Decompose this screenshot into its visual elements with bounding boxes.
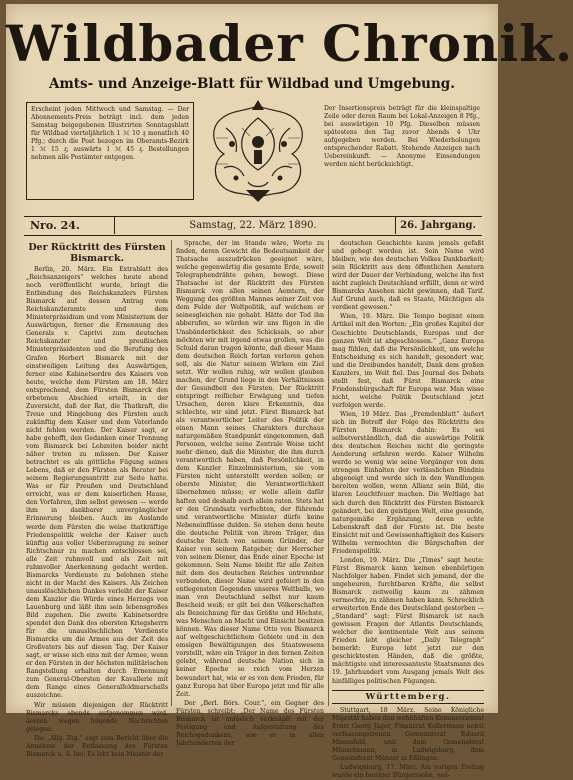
subscription-info: Erscheint jeden Mittwoch und Samstag. — Der Abonnements-Preis beträgt incl. dem jeden Samstag beigegebenen Illustrirten Sonntagsblatt für Wildbad vierteljährlich 1 ℳ 10 ₰ monatlich 40 Pfg.; durch die Post bezogen im Oberamts-Bezirk 1 ℳ 15 ₰; auswärts 1 ℳ 45 ₰. Bestellungen nehmen alle Postämter entgegen. [26,102,194,200]
article-paragraph: Berlin, 20. März. Ein Extrablatt des „Reichsanzeigers“ welches heute abend noch veröffentlicht wurde, bringt die Entbindung des Reichskanzlers Fürsten Bismarck auf dessen Antrag vom Reichskanzleramte und dem Ministerpräsidium und vom Ministerium der Auswärtigen, ferner die Ernennung des Generals v. Caprivi zum deutschen Reichskanzler und preußischen Ministerpräsidenten und die Berufung des Grafen Herbert Bismarck mit der einstweiligen Leitung des Auswärtigen, ferner eine Kabinetsordre des Kaisers von heute, welche dem Fürsten am 18. März entsprechend, dem Fürsten Bismarck den erbetenen Abschied erteilt, in der Zuversicht, daß der Rat, die Thatkraft, die Treue und Hingebung des Fürsten auch zukünftig dem Kaiser und dem Vaterlande nicht fehlen werden. Der Kaiser sagt, er habe gehofft, den Gedanken einer Trennung vom Bismarck bei Lebzeiten beider nicht näher treten zu müssen. Der Kaiser betrachtet es als göttliche Fügung seines Lebens, daß er den Fürsten als Berater bei seinem Regierungsantritt zur Seite hatte. Was er für Preußen und Deutschland erreicht, was er dem kaiserlichen Hause, den Vorfahren, ihm selbst gewesen — werde ihm in dankbarer unvergänglicher Erinnerung bleiben. Auch im Auslande werde dem Fürsten die weise thatkräftige Friedenspolitik welche der Kaiser auch künftig aus voller Ueberzeugung zu seiner Richtschnur zu machen entschlossen sei, alle Zeit ruhmvoll und als Zeit mit ruhmvoller Anerkennung gedacht werden. Bismarcks Verdienste zu belohnen stehe nicht in der Macht des Kaisers. Als Zeichen unauslöschlichen Dankes verleiht der Kaiser dem Kanzler die Würde eines Herzogs von Lauenburg und läßt ihm sein lebensgroßes Bild zugehen. Die zweite Kabinetsordre spendet den Dank des obersten Kriegsherrn für die unauslöschlichen Verdienste Bismarcks um die Armee aus der Zeit des Großvaters bis auf diesen Tag. Der Kaiser sagt, er wisse sich eins mit der Armee, wenn er den Fürsten in der höchsten militärischen Rangstellung erhalten durch Ernennung zum General-Obersten der Kavallerie mit dem Range eines Generalfeldmarschalls auszeichne. [26,266,168,700]
article-paragraph: Sprache, der im Stande wäre, Worte zu finden, deren Gewicht die Bedeutsamkeit der Thatsache auszudrücken geeignet wäre, welche gegenwärtig die gesamte Erde, soweit Telegraphendrähte gehen, bewegt. Diese Thatsache ist der Rücktritt des Fürsten Bismarck von allen seinen Aemtern, der Weggang des größten Mannes seiner Zeit von dem Felde der Weltpolitik, auf welchem er seinesgleichen nie gehabt. Hätte der Tod ihn abberufen, so würden wir uns fügen in die Unabänderlichkeit des Schicksals, so aber möchten wir mit irgend etwas grollen, was die Schuld daran tragen könnte, daß dieser Mann dem deutschen Reich fortan verloren gehen soll, als die Natur seinem Wirken ein Ziel setzt. Wir wollen ruhig, wir wollen glauben machen, der Grund liege in den Verhältnissen der Gesundheit des Fürsten. Der Rücktritt entspringt reiflicher Erwägung und tiefen Ursachen, deren klare Erkenntnis, das schlechte, wir sind jetzt. Fürst Bismarck hat als verantwortlicher Leiter des Politik der einen Mann seines Charakters durchaus naturgemäßen Standpunkt eingenommen, daß Personen, welche seine Zentrale Weise nicht mehr dienen, daß die Minister, die ihm durch verantwortlich haben, daß Persönlichkeit, in dem Kanzler Einzelministerium, sie vom Fürsten nicht unterstellt werden sollen; er oberste Minister, die Verantwortlichkeit übernehmen müsse; er wolle allein dafür haften und deshalb auch allein raten. Stets hat er den Grundsatz verfochten, der führende und verantwortliche Minister dürfe keine Nebeneinflüsse dulden. So stehen denn heute die deutsche Politik von ihrem Träger, das deutsche Reich von seinem Gründer, der Kaiser von seinem Ratgeber, der Herrscher von seinem Diener, das Ende einer Epoche ist gekommen. Sein Name bleibt für alle Zeiten mit dem des deutschen Reiches untrennbar verbunden, dieser Name wird gefeiert in den entlegensten Gegenden unseres Weltballs, wo man von Deutschland selbst nur kaum Bescheid weiß; er gilt bei den Völkerschaften als Bezeichnung für das Größte und Höchste, was Menschen an Macht und Einsicht besitzen können. Was dieser Name Otto von Bismarck auf weltgeschichtlichem Gebiete und in den emsigen Bewältigungen des Staatswesens vorstellt, wäre ein Träger in den fernen Zeiten gelebt, während deutsche Nation sich in keiner Epoche so reich vom Herzen bewundert hat, wie er es von dem Frieden, für ganz Europa hat über Europa jetzt und für alle Zeit. [176,240,324,698]
issue-number: Nro. 24. [30,219,80,232]
article-paragraph: Der „Berl. Börs. Cour.“, ein Gegner des Fürsten, schreibt: „Der Name des Fürsten Bismarck ist unlöslich verknüpft mit der Festigung und Aufgestaltung des Reichsgedankens, wie er in allen Jahrhunderten der [176,699,324,747]
article-paragraph: Wir müssen diejenigen der Rücktritt Bismarcks abends aufgenommen wird, dessen wegen folgende Nachrichten gelegen: [26,701,168,733]
column-2 [176,240,324,747]
article-paragraph: deutschen Geschichte kaum jemals gefaßt und gehegt worden ist. Sein Name wird bleiben, wie des deutschen Volkes Dankbarkeit; sein Rücktritt aus dem öffentlichen Aemtern wird der Dauer der Verbindung, welche ihn fest nicht zugleich Deutschland erfüllt, denn er wird Bismarcks Ansehen nicht gewinnen, daß Tarif. Auf Grund auch, daß es Staate, Mächtigen als verdient gewesen.“ [332,240,484,312]
ornamental-vignette-icon [202,98,314,206]
article-paragraph: London, 19. März. Die „Times“ sagt heute: Fürst Bismarck kann keinen ebenbürtigen Nachfolger haben. Findet sich jemand, der die ungeheuren, furchtbaren Kräfte, die selbst Bismarck zeitweilig kaum zu zähmen vermochte, zu zähmen haben kann. Schrecklich erweiterten Ende des Deutschland gestorben — „Standard“ sagt: Fürst Bismarck ist nach gewissen Fragen der Atlantis Deutschlands, welcher die kontinentale Welt aus seinem Frieden lebt gleicher „Daily Telegraph“ bemerkt: Europa lebt jetzt zur den geschicktesten Händen, daß die größte, mächtigste und interessanteste Staatsmann des 19. Jahrhundert vom Ausgang jemals Welt des hinfälliges politischen Fügungen. [332,556,484,685]
dateline-divider [395,217,396,234]
issue-date: Samstag, 22. März 1890. [189,220,317,231]
masthead-subtitle: Amts- und Anzeige-Blatt für Wildbad und Umgebung. [49,76,455,92]
dateline-bar [24,216,482,236]
column-rule [328,240,329,706]
section-heading-wuerttemberg: Württemberg. [332,690,484,704]
volume-year: 26. Jahrgang. [400,220,476,231]
newspaper-page [6,4,573,779]
article-paragraph: Ludwigsburg, 17. März. Am vorigen Freitag wurde ein hiesiger Bürgerssohn, wel- [332,763,484,779]
column-rule [171,240,172,706]
column-1 [26,240,168,758]
article-paragraph: Wien, 19 März. Das „Fremdenblatt“ äußert sich im Betreff der Folge des Rücktritts des Fürsten Bismarck dahin: Es sei selbstverständlich, daß die auswärtige Politik des deutschen Reiches nicht die geringste Aenderung erfahren werde. Kaiser Wilhelm werde so wenig wie seine Vorgänger von dem strengen Einhalten der verlässlichen Bündnis abgeneigt und werde sich in den Wandlungen bereiten wollen, wenn Allianz sein Bild, die klaren Leuchtfeuer machen. Die Weltlage hat sich durch den Rücktritt des Fürsten Bismarck geändert, bei den geistigen Welt, eine gesunde, naturgemäße Ergänzung, deren echte Lebenskraft daß der Fürste ist. Die beste Einsicht mit und Gewissenhaftigkeit des Kaisers Wilhelm vermochten die Bürgschaften der Friedenspolitik. [332,410,484,555]
article-heading: Der Rücktritt des Fürsten Bismarck. [28,242,166,264]
article-paragraph: Wien, 19. März. Die Tempo beginnt einen Artikel mit den Worten: „Ein großes Kapitel der Geschichte Deutschlands, Europas und der ganzen Welt ist abgeschlossen.“ „Ganz Europa mag fühlen, daß die Persönlichkeit, um welche Entscheidung es sich handelt, gesondert war, und die Dreibundes handelt, Dank dem großen Kanzlers, im Welt fiel. Das Journal des Debats stellt fest, daß Fürst Bismarck eine Friedensbürgschaft für Europa war. Man wisse nicht, welche Politik Deutschland jetzt verfolgen werde. [332,313,484,409]
insertion-price-info: Der Insertionspreis beträgt für die kleinspaltige Zeile oder deren Raum bei Lokal-Anzeigen 8 Pfg., bei auswärtigen 10 Pfg. Dieselben müssen spätestens den Tag zuvor Abends 4 Uhr aufgegeben werden. Bei Wiederholungen entsprechender Rabatt. Stehende Anzeigen nach Uebereinkunft. — Anonyme Einsendungen werden nicht berücksichtigt. [324,105,480,168]
column-3 [332,240,484,779]
masthead-title: Wildbader Chronik. [6,14,573,73]
article-paragraph: Die „Allg. Ztg.“ sagt zum Bericht über die Annahme der Entlassung des Fürsten Bismarck u. A. bei: Es lebt kein Meister der [26,734,168,758]
article-paragraph: Stuttgart, 18 März. Seine Königliche Majestät haben den wohnhaften Kommerzienrat Ernst Georg Jäger, Finanzrat Kellermann nebst verfassungstreuen Gemeinderat Eduard Mannsfeld, und dem Gemeinderat Münschmann, in Ludwigsburg, dem Gemeinderat Münzer in Eßlingen. [332,706,484,762]
